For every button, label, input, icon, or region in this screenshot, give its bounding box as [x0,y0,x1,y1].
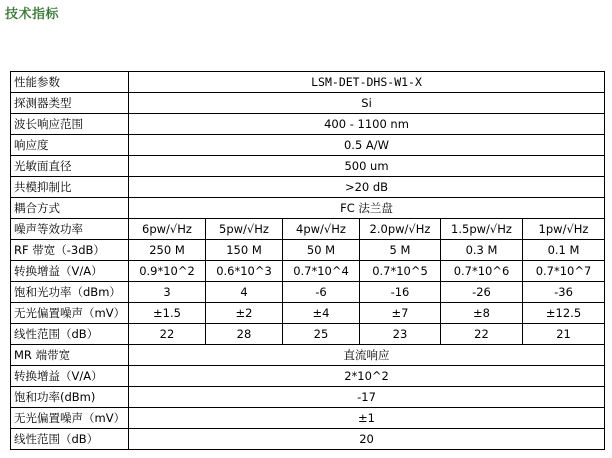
row-label: 线性范围（dB） [11,324,129,345]
table-cell: 25 [283,324,360,345]
row-label: 噪声等效功率 [11,219,129,240]
spec-table [10,71,605,450]
row-label: RF 带宽（-3dB） [11,240,129,261]
table-cell: 0.7*10^5 [360,261,441,282]
table-cell: 4pw/√Hz [283,219,360,240]
table-cell: 0.7*10^4 [283,261,360,282]
row-label: 转换增益（V/A） [11,261,129,282]
row-value: -17 [129,387,605,408]
row-label: 饱和光功率（dBm） [11,282,129,303]
row-label: 性能参数 [11,72,129,93]
row-value: 直流响应 [129,345,605,366]
row-label: 无光偏置噪声（mV） [11,408,129,429]
row-label: 线性范围（dB） [11,429,129,450]
table-cell: 28 [206,324,283,345]
table-cell: ±12.5 [523,303,605,324]
row-label: 耦合方式 [11,198,129,219]
row-value: ±1 [129,408,605,429]
table-cell: 250 M [129,240,206,261]
section-heading: 技术指标 [5,7,60,22]
table-row [11,429,605,450]
table-row [11,387,605,408]
table-cell: -16 [360,282,441,303]
table-cell: ±8 [441,303,523,324]
row-value: 20 [129,429,605,450]
row-label: 波长响应范围 [11,114,129,135]
table-cell: 22 [441,324,523,345]
table-cell: 1pw/√Hz [523,219,605,240]
row-value: 400 - 1100 nm [129,114,605,135]
table-row [11,303,605,324]
table-row [11,198,605,219]
table-cell: -36 [523,282,605,303]
table-cell: 23 [360,324,441,345]
table-cell: 22 [129,324,206,345]
table-row [11,240,605,261]
table-cell: 4 [206,282,283,303]
table-cell: 2.0pw/√Hz [360,219,441,240]
table-cell: 21 [523,324,605,345]
table-row [11,93,605,114]
table-cell: ±7 [360,303,441,324]
table-row [11,408,605,429]
table-cell: ±4 [283,303,360,324]
table-cell: 50 M [283,240,360,261]
table-cell: -26 [441,282,523,303]
table-cell: 1.5pw/√Hz [441,219,523,240]
table-cell: ±1.5 [129,303,206,324]
table-cell: 0.7*10^7 [523,261,605,282]
table-row [11,261,605,282]
table-row [11,345,605,366]
table-row [11,114,605,135]
table-cell: 0.6*10^3 [206,261,283,282]
row-label: 饱和功率(dBm) [11,387,129,408]
row-label: 转换增益（V/A） [11,366,129,387]
table-cell: 5pw/√Hz [206,219,283,240]
row-label: MR 端带宽 [11,345,129,366]
table-cell: 6pw/√Hz [129,219,206,240]
row-value: 500 um [129,156,605,177]
row-value: 0.5 A/W [129,135,605,156]
table-cell: ±2 [206,303,283,324]
table-cell: 150 M [206,240,283,261]
table-row [11,135,605,156]
table-row [11,72,605,93]
model-number: LSM-DET-DHS-W1-X [129,72,605,93]
row-value: 2*10^2 [129,366,605,387]
table-cell: 0.1 M [523,240,605,261]
table-cell: 3 [129,282,206,303]
table-cell: 0.7*10^6 [441,261,523,282]
table-row [11,324,605,345]
table-row [11,366,605,387]
table-cell: 0.9*10^2 [129,261,206,282]
row-label: 共模抑制比 [11,177,129,198]
table-cell: 0.3 M [441,240,523,261]
row-value: >20 dB [129,177,605,198]
row-value: Si [129,93,605,114]
table-row [11,177,605,198]
table-cell: -6 [283,282,360,303]
row-label: 探测器类型 [11,93,129,114]
row-label: 响应度 [11,135,129,156]
row-label: 光敏面直径 [11,156,129,177]
table-row [11,156,605,177]
table-row [11,282,605,303]
row-label: 无光偏置噪声（mV） [11,303,129,324]
table-row [11,219,605,240]
table-cell: 5 M [360,240,441,261]
row-value: FC 法兰盘 [129,198,605,219]
